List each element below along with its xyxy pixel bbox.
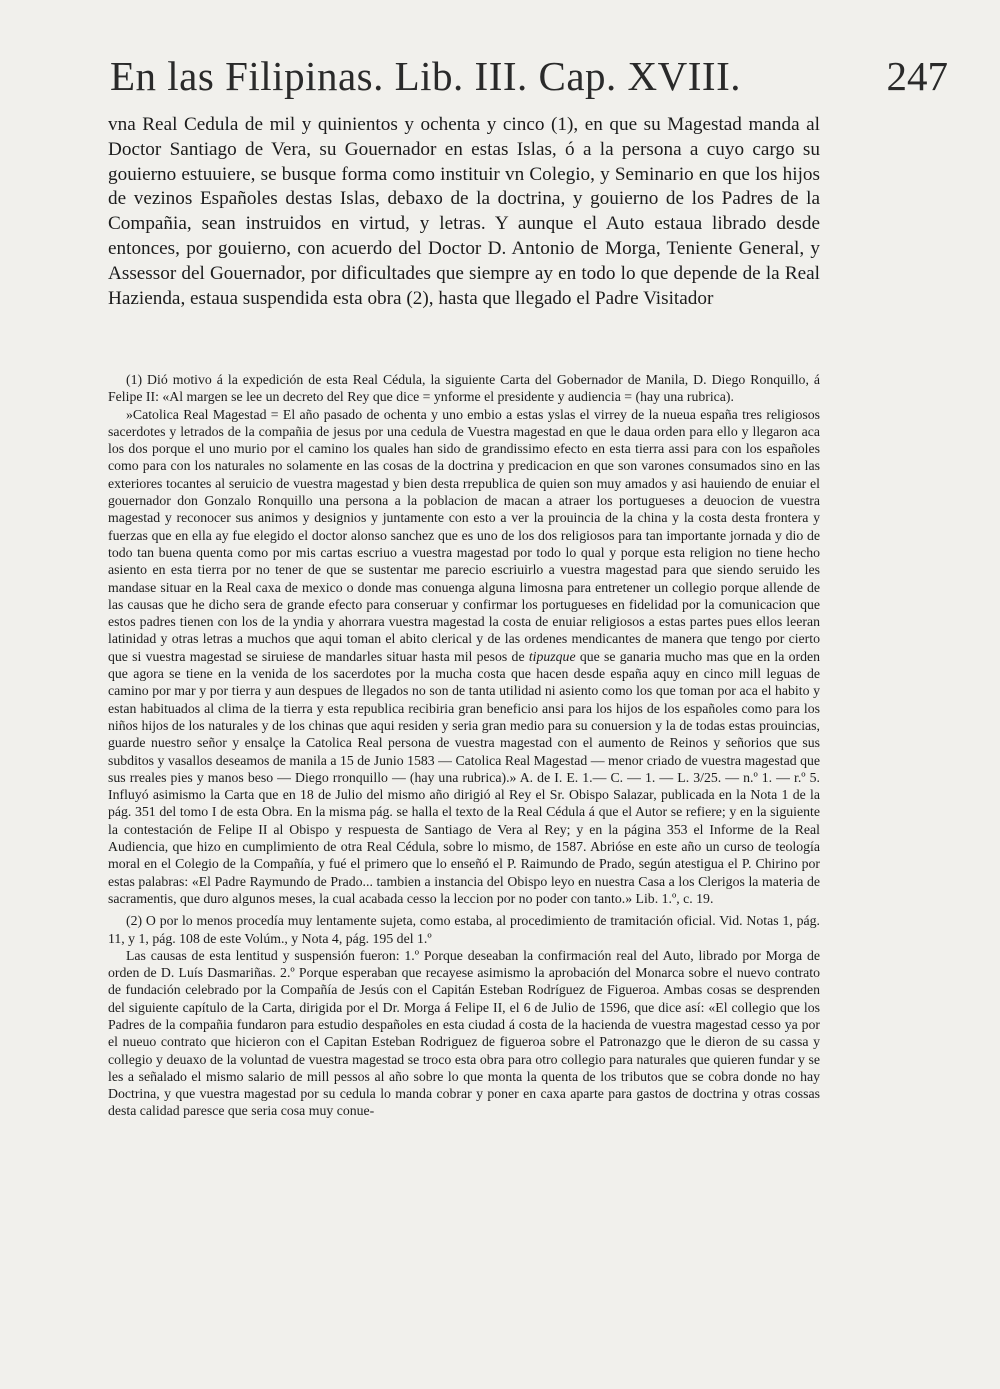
page-title: En las Filipinas. Lib. III. Cap. XVIII.	[110, 53, 741, 99]
page-number: 247	[886, 53, 948, 99]
footnote-1-letter	[108, 406, 820, 908]
footnote-1-letter-part-b: que se ganaria mucho mas que en la orden que agora se tiene en la venida de los sacerdotes por la mucha costa que hacen desde españa aquy en cinco mill leguas de camino por mar y por tierra y aun despues de llegados no son de tanta utilidad ni asiento como los que toman por aca el habito y estan habituados al clima de la tierra y esta republica recibiria gran beneficio ansi para los hijos de los españoles como para los niños hijos de los naturales y de los chinas que aqui residen y seria gran medio para su conuersion y la de todas estas prouincias, guarde nuestro señor y ensalçe la Catolica Real persona de vuestra magestad con el aumento de Reinos y señorios que sus subditos y vasallos deseamos de manila a 15 de Junio 1583 — Catolica Real Magestad — menor criado de vuestra magestad que sus rreales pies y manos beso — Diego rronquillo — (hay una rubrica).» A. de I. E. 1.— C. — 1. — L. 3/25. — n.º 1. — r.º 5. Influyó asimismo la Carta que en 18 de Julio del mismo año dirigió al Rey el Sr. Obispo Salazar, publicada en la Nota 1 de la pág. 351 del tomo I de esta Obra. En la misma pág. se halla el texto de la Real Cédula á que el Autor se refiere; y en la siguiente la contestación de Felipe II al Obispo y respuesta de Santiago de Vera al Rey; y en la página 353 el Informe de la Real Audiencia, que hizo en cumplimiento de otra Real Cédula, sobre lo mismo, de 1587. Abrióse en este año un curso de teología moral en el Colegio de la Compañía, y fué el primero que lo enseñó el P. Raimundo de Prado, según atestigua el P. Chirino por estas palabras: «El Padre Raymundo de Prado... tambien a instancia del Obispo leyo en nuestra Casa a los Clerigos la materia de sacramentis, que duro algunos meses, la cual acabada cesso la leccion por no poder con tanto.» Lib. 1.º, c. 19.	[108, 648, 820, 906]
footnotes	[108, 371, 820, 1120]
footnote-1-letter-part-a: »Catolica Real Magestad = El año pasado de ochenta y uno embio a estas yslas el virrey de la nueua españa tres religiosos sacerdotes y letrados de la compañia de jesus por una cedula de Vuestra magestad en que le daua orden para ello y llegaron aca los dos porque el uno murio por el camino los quales han sido de grandissimo efecto en esta tierra assi para con los españoles como para con los naturales no solamente en las cosas de la doctrina y predicacion en que son varones consumados sino en las exteriores tocantes al seruicio de vuestra magestad y bien desta rrepublica de quien son muy amados y asi hauiendo de enuiar el gouernador don Gonzalo Ronquillo una persona a la poblacion de macan a atraer los portugueses a deuocion de vuestra magestad y reconocer sus animos y designios y juntamente con esto a ver la prouincia de la china y la costa desta frontera y fuerzas que en ella ay fue elegido el doctor alonso sanchez que es uno de los dos religiosos para tan importante jornada y dio de todo tan buena quenta como por mis cartas escriuo a vuestra magestad por todo lo qual y porque esta religion no tiene hecho asiento en esta tierra por no tener de que se sustentar me parecio escriuirlo a vuestra magestad para que siendo seruido les mandase situar en la Real caxa de mexico o donde mas conuenga alguna limosna para entretener un collegio porque allende de las causas que he dicho sera de grande efecto para conseruar y confirmar los portugueses en fidelidad por la comunicacion que estos padres tienen con los de la yndia y ahorrara vuestra magestad la costa de enuiar religiosos a estas partes pues ellos leeran latinidad y otras letras a muchos que aqui toman el abito clerical y de las ordenes mendicantes de manera que tengo por cierto que si vuestra magestad se siruiese de mandarles situar hasta mil pesos de	[108, 406, 820, 664]
footnote-1-italic-word: tipuzque	[528, 648, 576, 664]
main-paragraph: vna Real Cedula de mil y quinientos y ochenta y cinco (1), en que su Magestad manda al Doctor Santiago de Vera, su Gouernador en estas Islas, ó a la persona a cuyo cargo su gouierno estuuiere, se busque forma como instituir vn Colegio, y Seminario en que los hijos de vezinos Españoles destas Islas, debaxo de la doctrina, y gouierno de los Padres de la Compañia, sean instruidos en virtud, y letras. Y aunque el Auto estaua librado desde entonces, por gouierno, con acuerdo del Doctor D. Antonio de Morga, Teniente General, y Assessor del Gouernador, por dificultades que siempre ay en todo lo que depende de la Real Hazienda, estaua suspendida esta obra (2), hasta que llegado el Padre Visitador	[108, 114, 820, 309]
footnote-2-continued: Las causas de esta lentitud y suspensión fueron: 1.º Porque deseaban la confirmación real del Auto, librado por Morga de orden de D. Luís Dasmariñas. 2.º Porque esperaban que recayese asimismo la aprobación del Monarca sobre el nuevo contrato de fundación celebrado por la Compañía de Jesús con el Capitán Esteban Rodríguez de Figueroa. Ambas cosas se desprenden del siguiente capítulo de la Carta, dirigida por el Dr. Morga á Felipe II, el 6 de Julio de 1596, que dice así: «El collegio que los Padres de la compañia fundaron para estudio despañoles en esta ciudad á costa de la hacienda de vuestra magestad cesso ya por el nueuo contrato que hicieron con el Capitan Esteban Rodriguez de figueroa sobre el Patronazgo que le dieron de su cassa y collegio y deuaxo de la voluntad de vuestra magestad se troco esta obra para otro collegio para naturales que quieren fundar y se les a señalado el mismo salario de mill pessos al año sobre lo que monta la quenta de los tributos que se cobra donde no hay Doctrina, y que vuestra magestad por su cedula lo manda cobrar y poner en caxa aparte para gastos de doctrina y otras cossas desta calidad paresce que seria cosa muy conue-	[108, 947, 820, 1119]
footnote-2: (2) O por lo menos procedía muy lentamente sujeta, como estaba, al procedimiento de tramitación oficial. Vid. Notas 1, pág. 11, y 1, pág. 108 de este Volúm., y Nota 4, pág. 195 del 1.º	[108, 913, 820, 946]
running-head	[110, 52, 948, 108]
footnote-1-intro: (1) Dió motivo á la expedición de esta Real Cédula, la siguiente Carta del Gobernador de Manila, D. Diego Ronquillo, á Felipe II: «Al margen se lee un decreto del Rey que dice = ynforme el presidente y audiencia = (hay una rubrica).	[108, 372, 820, 405]
